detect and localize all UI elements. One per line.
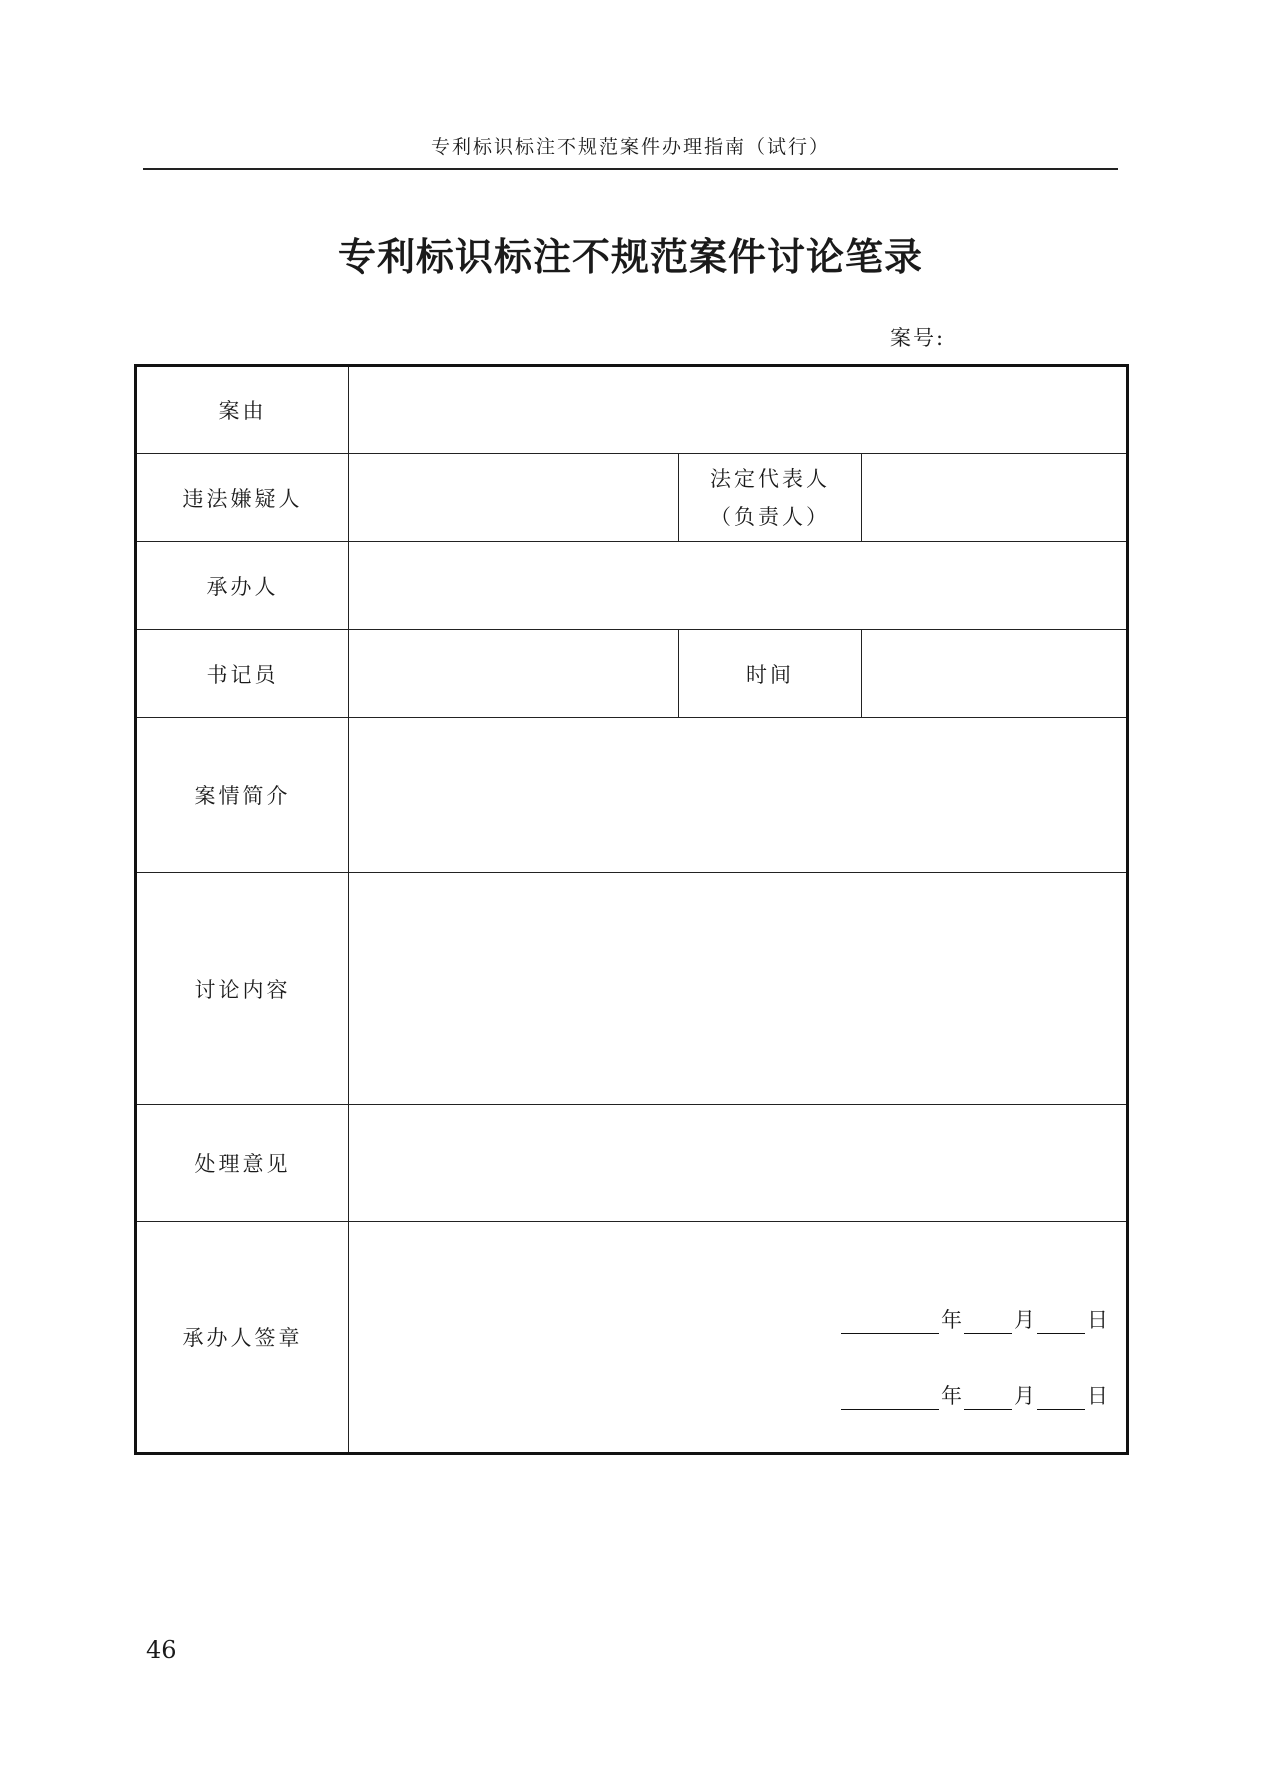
case-number-label: 案号:	[890, 326, 946, 350]
page-title: 专利标识标注不规范案件讨论笔录	[337, 234, 923, 279]
label-legal-representative	[679, 454, 862, 542]
row-case-cause	[136, 366, 1128, 454]
row-suspect	[136, 454, 1128, 542]
label-legal-representative-line2: （负责人）	[710, 504, 830, 529]
row-opinion	[136, 1105, 1128, 1222]
field-handler[interactable]	[349, 542, 1128, 630]
year-blank-2[interactable]	[841, 1387, 939, 1410]
field-case-summary[interactable]	[349, 718, 1128, 873]
month-blank-1[interactable]	[964, 1311, 1012, 1334]
year-label-1: 年	[941, 1308, 963, 1332]
signature-date-2	[839, 1380, 1108, 1410]
month-blank-2[interactable]	[964, 1387, 1012, 1410]
field-discussion[interactable]	[349, 873, 1128, 1105]
label-suspect: 违法嫌疑人	[136, 454, 349, 542]
field-case-cause[interactable]	[349, 366, 1128, 454]
label-legal-representative-line1: 法定代表人	[710, 466, 830, 491]
running-header: 专利标识标注不规范案件办理指南（试行）	[430, 136, 830, 158]
row-handler-signature	[136, 1222, 1128, 1454]
day-label-2: 日	[1087, 1384, 1109, 1408]
label-opinion: 处理意见	[136, 1105, 349, 1222]
label-recorder: 书记员	[136, 630, 349, 718]
row-case-summary	[136, 718, 1128, 873]
month-label-2: 月	[1014, 1384, 1036, 1408]
field-suspect[interactable]	[349, 454, 679, 542]
label-handler: 承办人	[136, 542, 349, 630]
day-blank-2[interactable]	[1037, 1387, 1085, 1410]
label-discussion: 讨论内容	[136, 873, 349, 1105]
day-blank-1[interactable]	[1037, 1311, 1085, 1334]
field-recorder[interactable]	[349, 630, 679, 718]
header-rule	[143, 168, 1118, 170]
label-time: 时间	[679, 630, 862, 718]
label-handler-signature: 承办人签章	[136, 1222, 349, 1454]
row-discussion	[136, 873, 1128, 1105]
field-handler-signature[interactable]	[349, 1222, 1128, 1454]
row-handler	[136, 542, 1128, 630]
signature-date-1	[839, 1304, 1108, 1334]
label-case-summary: 案情简介	[136, 718, 349, 873]
field-legal-representative[interactable]	[862, 454, 1128, 542]
year-label-2: 年	[941, 1384, 963, 1408]
year-blank-1[interactable]	[841, 1311, 939, 1334]
page-number: 46	[146, 1636, 177, 1664]
month-label-1: 月	[1014, 1308, 1036, 1332]
discussion-record-form	[134, 364, 1129, 1455]
day-label-1: 日	[1087, 1308, 1109, 1332]
field-time[interactable]	[862, 630, 1128, 718]
label-case-cause: 案由	[136, 366, 349, 454]
row-recorder	[136, 630, 1128, 718]
field-opinion[interactable]	[349, 1105, 1128, 1222]
